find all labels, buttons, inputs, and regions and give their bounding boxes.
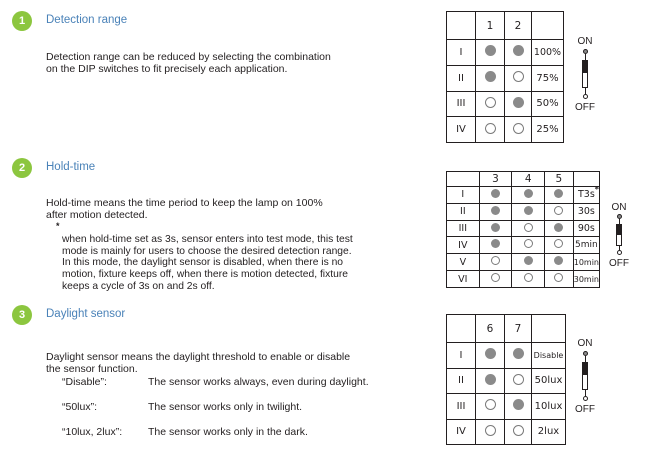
hold-time-note: [62, 222, 353, 293]
row-label: III: [447, 91, 476, 117]
section-1-badge: 1: [12, 11, 32, 31]
dip-on-indicator: [485, 45, 496, 56]
text-line: In this mode, the daylight sensor is disabled, when there is no: [62, 257, 344, 269]
switch-off-label: OFF: [575, 404, 595, 415]
table-row: [447, 368, 566, 394]
dip-off-indicator: [513, 374, 524, 385]
switch-off-label: OFF: [609, 258, 629, 269]
row-label: IV: [447, 419, 476, 445]
dip-off-indicator: [554, 239, 563, 248]
row-label: III: [447, 220, 480, 237]
dip-on-indicator: [485, 374, 496, 385]
text-line: on the DIP switches to fit precisely each application.: [46, 63, 288, 75]
switch-knob: [583, 61, 587, 73]
lux-value: 2lux: [532, 419, 566, 445]
dip-on-indicator: [524, 256, 533, 265]
text-line: when hold-time set as 3s, sensor enters into test mode, this test: [62, 233, 353, 245]
table-row: [447, 65, 564, 91]
dip-off-indicator: [524, 273, 533, 282]
table-row: [447, 40, 564, 66]
switch-on-label: ON: [577, 338, 593, 349]
dip-header: 3: [479, 172, 512, 187]
text-line: after motion detected.: [46, 209, 148, 221]
dip-on-indicator: [524, 206, 533, 215]
section-3-text: [46, 338, 350, 376]
dip-off-indicator: [491, 256, 500, 265]
dip-on-indicator: [513, 399, 524, 410]
text-line: the sensor function.: [46, 363, 138, 375]
dip-on-indicator: [513, 348, 524, 359]
text-line: Daylight sensor means the daylight threshold to enable or disable: [46, 350, 351, 363]
table-row: [447, 187, 600, 204]
dip-off-indicator: [513, 123, 524, 134]
hold-time-value: 5min: [573, 237, 599, 254]
switch-body-icon: [582, 60, 588, 88]
dip-header: 6: [476, 315, 505, 343]
section-2-badge: 2: [12, 158, 32, 178]
daylight-key-50lux: “50lux”:: [62, 401, 98, 413]
table-row: [447, 237, 600, 254]
range-value: 100%: [532, 40, 564, 66]
lux-value: 10lux: [532, 394, 566, 420]
dip-header: 1: [476, 12, 505, 40]
row-label: II: [447, 368, 476, 394]
dip-on-indicator: [491, 206, 500, 215]
dip-off-indicator: [485, 123, 496, 134]
dip-on-indicator: [524, 189, 533, 198]
text-line: mode is mainly for users to choose the desired detection range.: [62, 245, 352, 257]
dip-off-indicator: [485, 425, 496, 436]
hold-time-value: 90s: [573, 220, 599, 237]
daylight-sensor-table: [446, 314, 566, 445]
section-2-title: Hold-time: [46, 161, 96, 173]
off-indicator-icon: [617, 250, 622, 255]
hold-time-value-text: T3s: [577, 189, 595, 201]
section-2-text: [46, 184, 323, 222]
row-label: III: [447, 394, 476, 420]
table-row: [447, 254, 600, 271]
dip-on-indicator: [513, 45, 524, 56]
switch-body-icon: [616, 224, 622, 246]
dip-off-indicator: [485, 399, 496, 410]
range-value: 75%: [532, 65, 564, 91]
dip-on-indicator: [491, 189, 500, 198]
lux-value: 50lux: [532, 368, 566, 394]
table-row: [447, 117, 564, 143]
table-row: [447, 220, 600, 237]
switch-knob: [617, 225, 621, 235]
dip-header: 2: [505, 12, 532, 40]
table-corner-cell: [447, 12, 476, 40]
section-3-title: Daylight sensor: [46, 308, 126, 320]
dip-switch-diagram: [570, 338, 600, 420]
dip-off-indicator: [485, 97, 496, 108]
daylight-key-10lux: “10lux, 2lux”:: [62, 426, 123, 438]
dip-off-indicator: [554, 206, 563, 215]
dip-on-indicator: [491, 239, 500, 248]
table-row: [447, 271, 600, 288]
text-line: keeps a cycle of 3s on and 2s off.: [62, 280, 215, 292]
section-1-title: Detection range: [46, 14, 128, 26]
table-row: [447, 91, 564, 117]
detection-range-table: [446, 11, 564, 143]
off-indicator-icon: [583, 94, 588, 99]
hold-time-value: 10min: [573, 254, 599, 271]
switch-body-icon: [582, 362, 588, 390]
row-label: II: [447, 65, 476, 91]
hold-time-value: [573, 187, 599, 204]
row-label: I: [447, 343, 476, 369]
row-label: I: [447, 40, 476, 66]
hold-time-table: [446, 171, 600, 288]
switch-off-label: OFF: [575, 102, 595, 113]
dip-on-indicator: [513, 97, 524, 108]
table-corner-cell: [447, 315, 476, 343]
dip-header: 5: [544, 172, 573, 187]
hold-time-value: 30s: [573, 203, 599, 220]
switch-on-label: ON: [577, 36, 593, 47]
switch-on-label: ON: [611, 202, 627, 213]
row-label: V: [447, 254, 480, 271]
value-header-cell: [532, 12, 564, 40]
range-value: 50%: [532, 91, 564, 117]
row-label: II: [447, 203, 480, 220]
dip-on-indicator: [485, 71, 496, 82]
section-1-text: [46, 38, 331, 76]
dip-on-indicator: [491, 223, 500, 232]
dip-off-indicator: [524, 239, 533, 248]
value-header-cell: [532, 315, 566, 343]
table-row: [447, 394, 566, 420]
dip-header: 7: [505, 315, 532, 343]
row-label: IV: [447, 237, 480, 254]
section-3-badge: 3: [12, 305, 32, 325]
daylight-desc-disable: The sensor works always, even during daylight.: [148, 376, 369, 388]
range-value: 25%: [532, 117, 564, 143]
note-asterisk: *: [56, 221, 60, 231]
row-label: VI: [447, 271, 480, 288]
row-label: IV: [447, 117, 476, 143]
test-mode-asterisk: *: [594, 185, 599, 194]
daylight-key-disable: “Disable”:: [62, 376, 107, 388]
table-row: [447, 343, 566, 369]
dip-off-indicator: [524, 223, 533, 232]
dip-on-indicator: [554, 223, 563, 232]
daylight-desc-10lux: The sensor works only in the dark.: [148, 426, 308, 438]
text-line: motion, fixture keeps off, when there is motion detected, fixture: [62, 269, 348, 281]
dip-off-indicator: [513, 71, 524, 82]
text-line: Detection range can be reduced by selecting the combination: [46, 50, 331, 63]
dip-off-indicator: [491, 273, 500, 282]
lux-value: Disable: [532, 343, 566, 369]
dip-on-indicator: [485, 348, 496, 359]
dip-off-indicator: [513, 425, 524, 436]
dip-on-indicator: [554, 256, 563, 265]
dip-switch-diagram: [570, 36, 600, 118]
switch-knob: [583, 363, 587, 375]
table-corner-cell: [447, 172, 480, 187]
daylight-desc-50lux: The sensor works only in twilight.: [148, 401, 303, 413]
dip-header: 4: [512, 172, 545, 187]
row-label: I: [447, 187, 480, 204]
dip-on-indicator: [554, 189, 563, 198]
dip-off-indicator: [554, 273, 563, 282]
text-line: Hold-time means the time period to keep the lamp on 100%: [46, 196, 323, 209]
hold-time-value: 30min: [573, 271, 599, 288]
table-row: [447, 419, 566, 445]
dip-switch-diagram: [604, 202, 634, 272]
off-indicator-icon: [583, 396, 588, 401]
table-row: [447, 203, 600, 220]
